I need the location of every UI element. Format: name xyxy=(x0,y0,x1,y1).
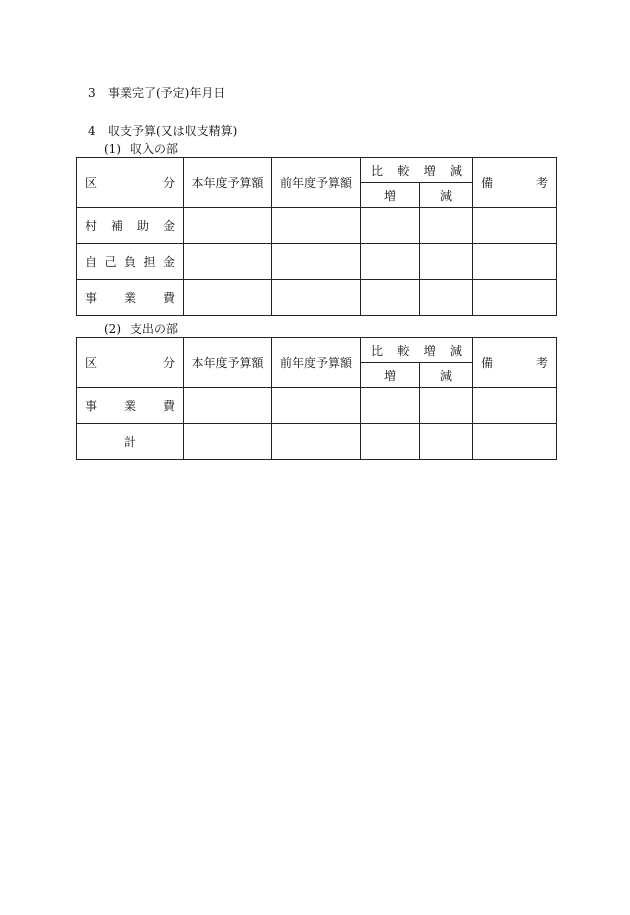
header-previous-budget: 前年度予算額 xyxy=(272,338,361,388)
header-current-budget: 本年度予算額 xyxy=(184,158,272,208)
header-remarks: 備 考 xyxy=(473,158,557,208)
cell-remarks[interactable] xyxy=(473,244,557,280)
cell-previous-budget[interactable] xyxy=(272,244,361,280)
cell-current-budget[interactable] xyxy=(184,244,272,280)
row-label-self-burden: 自 己 負 担 金 xyxy=(77,244,184,280)
table-row xyxy=(77,280,557,316)
section-3-number: 3 xyxy=(88,86,96,100)
header-increase: 増 xyxy=(361,363,420,388)
section-4-number: 4 xyxy=(88,124,96,138)
section-4-heading xyxy=(88,122,237,139)
table-row xyxy=(77,244,557,280)
cell-current-budget[interactable] xyxy=(184,424,272,460)
cell-previous-budget[interactable] xyxy=(272,424,361,460)
cell-decrease[interactable] xyxy=(420,208,473,244)
table-row xyxy=(77,388,557,424)
cell-remarks[interactable] xyxy=(473,208,557,244)
header-remarks: 備 考 xyxy=(473,338,557,388)
cell-current-budget[interactable] xyxy=(184,388,272,424)
income-heading xyxy=(104,140,178,157)
cell-decrease[interactable] xyxy=(420,424,473,460)
header-decrease: 減 xyxy=(420,363,473,388)
expense-heading-number: (2) xyxy=(104,322,121,336)
header-current-budget: 本年度予算額 xyxy=(184,338,272,388)
table-row-total xyxy=(77,424,557,460)
expense-heading-label: 支出の部 xyxy=(130,322,179,336)
income-table xyxy=(76,157,557,316)
cell-increase[interactable] xyxy=(361,280,420,316)
cell-current-budget[interactable] xyxy=(184,208,272,244)
section-3-heading xyxy=(88,84,225,101)
row-label-project-cost: 事 業 費 xyxy=(77,388,184,424)
income-heading-label: 収入の部 xyxy=(130,142,179,156)
header-increase: 増 xyxy=(361,183,420,208)
table-row xyxy=(77,208,557,244)
income-heading-number: (1) xyxy=(104,142,121,156)
header-comparison: 比 較 増 減 xyxy=(361,338,473,363)
cell-remarks[interactable] xyxy=(473,424,557,460)
expense-heading xyxy=(104,320,178,337)
cell-decrease[interactable] xyxy=(420,280,473,316)
header-kubun: 区 分 xyxy=(77,338,184,388)
cell-current-budget[interactable] xyxy=(184,280,272,316)
cell-increase[interactable] xyxy=(361,424,420,460)
cell-remarks[interactable] xyxy=(473,280,557,316)
cell-increase[interactable] xyxy=(361,208,420,244)
cell-increase[interactable] xyxy=(361,244,420,280)
header-previous-budget: 前年度予算額 xyxy=(272,158,361,208)
cell-previous-budget[interactable] xyxy=(272,280,361,316)
cell-previous-budget[interactable] xyxy=(272,388,361,424)
cell-decrease[interactable] xyxy=(420,388,473,424)
section-4-label: 収支予算(又は収支精算) xyxy=(108,124,238,138)
row-label-project-cost: 事 業 費 xyxy=(77,280,184,316)
cell-remarks[interactable] xyxy=(473,388,557,424)
row-label-village-subsidy: 村 補 助 金 xyxy=(77,208,184,244)
section-3-label: 事業完了(予定)年月日 xyxy=(108,86,226,100)
cell-previous-budget[interactable] xyxy=(272,208,361,244)
expense-table xyxy=(76,337,557,460)
header-decrease: 減 xyxy=(420,183,473,208)
cell-decrease[interactable] xyxy=(420,244,473,280)
cell-increase[interactable] xyxy=(361,388,420,424)
row-label-total: 計 xyxy=(77,424,184,460)
header-kubun: 区 分 xyxy=(77,158,184,208)
header-comparison: 比 較 増 減 xyxy=(361,158,473,183)
